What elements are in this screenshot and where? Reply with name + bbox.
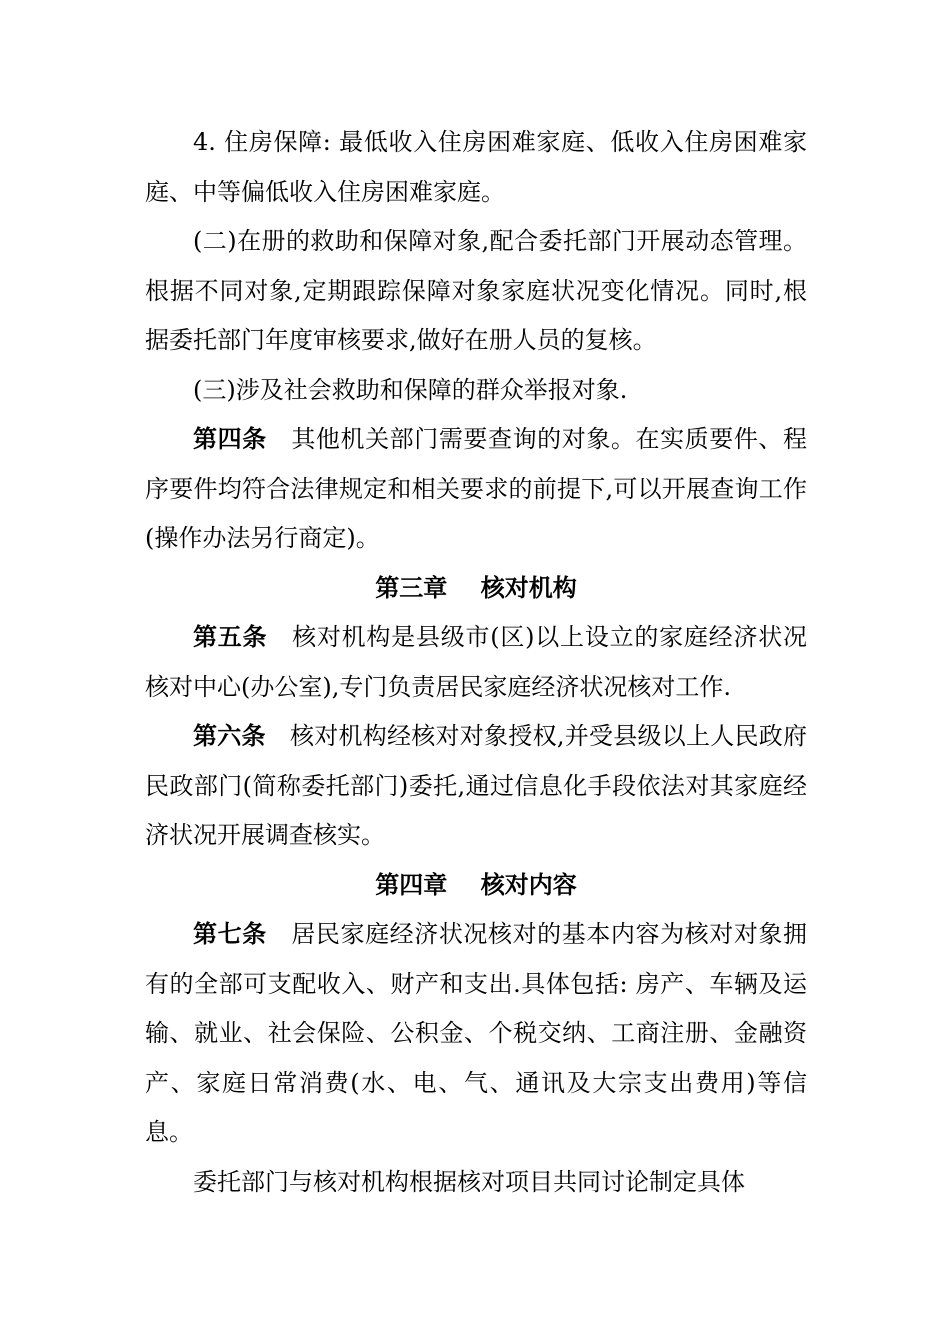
chapter-number: 第三章	[375, 573, 448, 602]
article-text: 核对机构是县级市(区)以上设立的家庭经济状况核对中心(办公室),专门负责居民家庭经济状况核对工作.	[145, 623, 807, 701]
article-number: 第七条	[193, 920, 267, 948]
paragraph-housing-security	[145, 118, 807, 217]
document-page	[145, 118, 807, 1207]
paragraph-text: (二)在册的救助和保障对象,配合委托部门开展动态管理。根据不同对象,定期跟踪保障对象家庭状况变化情况。同时,根据委托部门年度审核要求,做好在册人员的复核。	[145, 227, 807, 354]
article-5	[145, 613, 807, 712]
paragraph-text: 4. 住房保障: 最低收入住房困难家庭、低收入住房困难家庭、中等偏低收入住房困难家庭。	[145, 128, 807, 206]
article-text: 核对机构经核对对象授权,并受县级以上人民政府民政部门(简称委托部门)委托,通过信息化手段依法对其家庭经济状况开展调查核实。	[145, 722, 807, 849]
article-number: 第五条	[193, 623, 268, 651]
paragraph-commission-items	[145, 1158, 807, 1208]
article-text: 其他机关部门需要查询的对象。在实质要件、程序要件均符合法律规定和相关要求的前提下,可以开展查询工作(操作办法另行商定)。	[145, 425, 807, 552]
paragraph-text: (三)涉及社会救助和保障的群众举报对象.	[193, 375, 628, 404]
chapter-title: 核对机构	[480, 573, 577, 602]
chapter-title: 核对内容	[480, 870, 577, 899]
paragraph-registered-objects	[145, 217, 807, 366]
paragraph-text: 委托部门与核对机构根据核对项目共同讨论制定具体	[193, 1167, 745, 1196]
chapter-number: 第四章	[375, 870, 448, 899]
article-text: 居民家庭经济状况核对的基本内容为核对对象拥有的全部可支配收入、财产和支出.具体包括: 房产、车辆及运输、就业、社会保险、公积金、个税交纳、工商注册、金融资产、家庭日常消费(水、电、气、通讯及大宗支出费用)等信息。	[145, 920, 807, 1146]
article-number: 第四条	[193, 425, 267, 453]
paragraph-reported-objects	[145, 366, 807, 416]
article-number: 第六条	[193, 722, 266, 750]
article-7	[145, 910, 807, 1158]
chapter-3-heading	[145, 564, 807, 614]
article-4	[145, 415, 807, 564]
chapter-4-heading	[145, 861, 807, 911]
article-6	[145, 712, 807, 861]
